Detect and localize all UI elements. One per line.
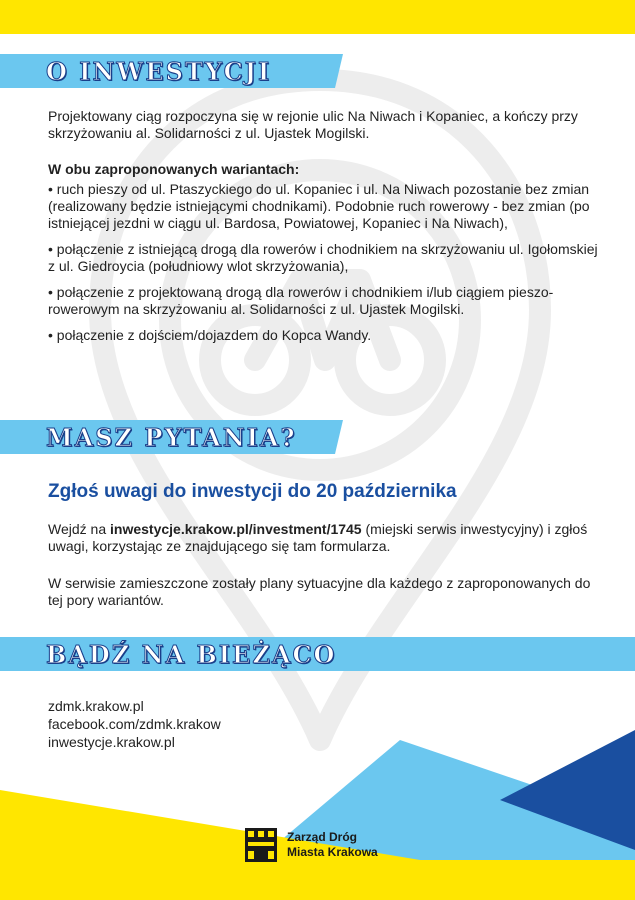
section-banner-updates (0, 637, 635, 671)
about-intro: Projektowany ciąg rozpoczyna się w rejonie ulic Na Niwach i Kopaniec, a kończy przy skrzyżowaniu al. Solidarności z ul. Ujastek Mogilski. (48, 108, 578, 141)
section-banner-about (0, 54, 343, 88)
instructions-prefix: Wejdź na (48, 521, 110, 537)
list-item: • połączenie z dojściem/dojazdem do Kopca Wandy. (48, 327, 372, 343)
variants-list (48, 181, 608, 353)
section-banner-questions (0, 420, 343, 454)
logo-text (287, 830, 378, 860)
top-decor-band (0, 0, 635, 34)
list-item: • połączenie z projektowaną drogą dla rowerów i chodnikiem i/lub ciągiem pieszo-rowerowym na skrzyżowaniu al. Solidarności z ul. Ujastek Mogilski. (48, 284, 554, 317)
link-inwestycje[interactable]: inwestycje.krakow.pl (48, 734, 175, 750)
investment-link[interactable]: inwestycje.krakow.pl/investment/1745 (110, 521, 362, 537)
instructions-suffix: (miejski serwis inwestycyjny) i zgłoś uwagi, korzystając ze znajdującego się tam formularza. (48, 521, 588, 554)
logo-line-2: Miasta Krakowa (287, 845, 378, 859)
link-zdmk[interactable]: zdmk.krakow.pl (48, 698, 144, 714)
list-item: • ruch pieszy od ul. Ptaszyckiego do ul. Kopaniec i ul. Na Niwach pozostanie bez zmian (realizowany będzie istniejącymi chodnikami). Podobnie ruch rowerowy - bez zmian (po istniejącej jezdni w ciągu ul. Bardosa, Powiatowej, Kopaniec i Na Niwach), (48, 181, 590, 231)
section-title-about: O INWESTYCJI (46, 56, 272, 86)
plans-note: W serwisie zamieszczone zostały plany sytuacyjne dla każdego z zaproponowanych do tej pory wariantów. (48, 575, 591, 608)
zdmk-logo (245, 828, 378, 862)
feedback-instructions (48, 521, 618, 555)
link-facebook[interactable]: facebook.com/zdmk.krakow (48, 716, 221, 732)
bottom-decor (0, 730, 635, 900)
feedback-cta-heading: Zgłoś uwagi do inwestycji do 20 października (48, 481, 457, 502)
variants-heading: W obu zaproponowanych wariantach: (48, 161, 300, 177)
section-title-updates: BĄDŹ NA BIEŻĄCO (46, 639, 337, 669)
section-title-questions: MASZ PYTANIA? (46, 422, 297, 452)
list-item: • połączenie z istniejącą drogą dla rowerów i chodnikiem na skrzyżowaniu ul. Igołomskiej z ul. Giedroycia (południowy wlot skrzyżowania), (48, 241, 598, 274)
logo-line-1: Zarząd Dróg (287, 830, 358, 844)
zdmk-logo-icon (245, 828, 277, 862)
